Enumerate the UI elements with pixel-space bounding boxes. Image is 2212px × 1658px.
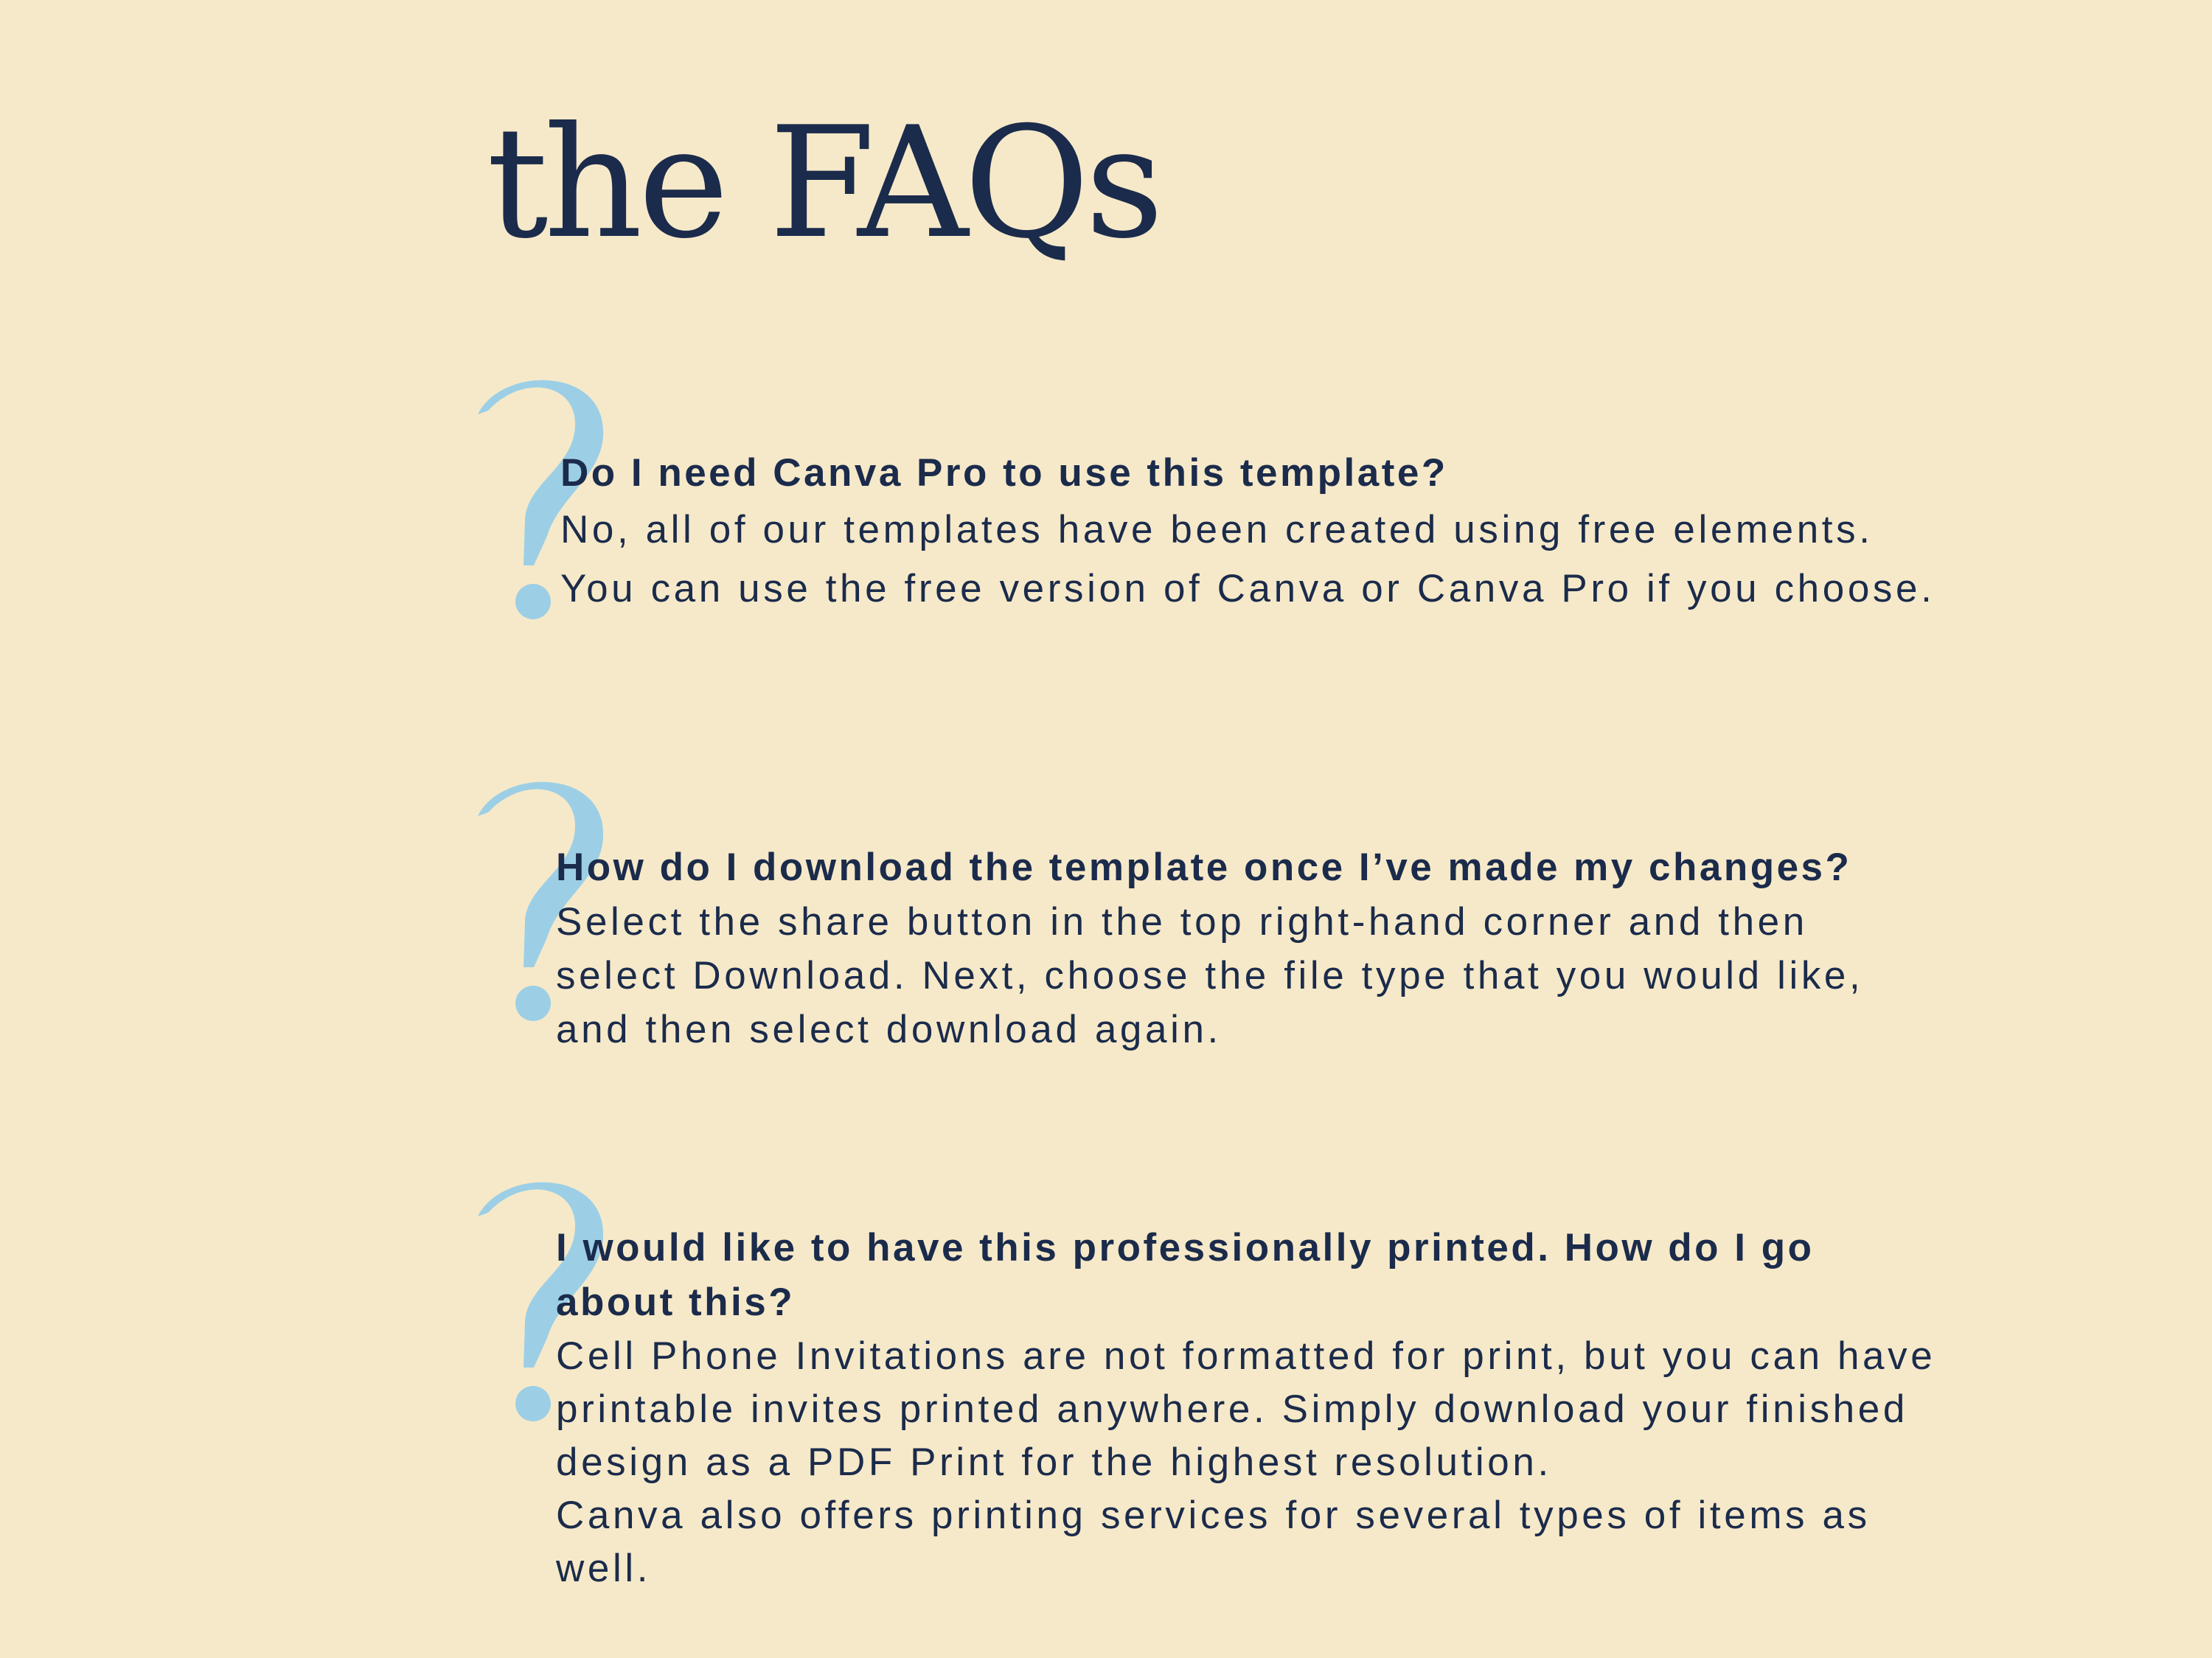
faq-answer: No, all of our templates have been created using free elements. You can use the free version of Canva or Canva Pro if you choose. [560,508,1935,610]
faq-question: How do I download the template once I’ve made my changes? [556,846,1852,889]
page-title: the FAQs [487,94,1160,273]
faq-question: I would like to have this professionally printed. How do I go about this? [556,1226,1815,1324]
faq-answer: Select the share button in the top right-hand corner and then select Download. Next, choose the file type that you would like, and then select download again. [556,900,1864,1051]
faq-answer: Cell Phone Invitations are not formatted for print, but you can have printable invites printed anywhere. Simply download your finished design as a PDF Print for the highest resolution. [556,1334,1936,1484]
faq-question: Do I need Canva Pro to use this template? [560,451,1448,495]
faq-answer-extra: Canva also offers printing services for several types of items as well. [556,1494,1871,1590]
